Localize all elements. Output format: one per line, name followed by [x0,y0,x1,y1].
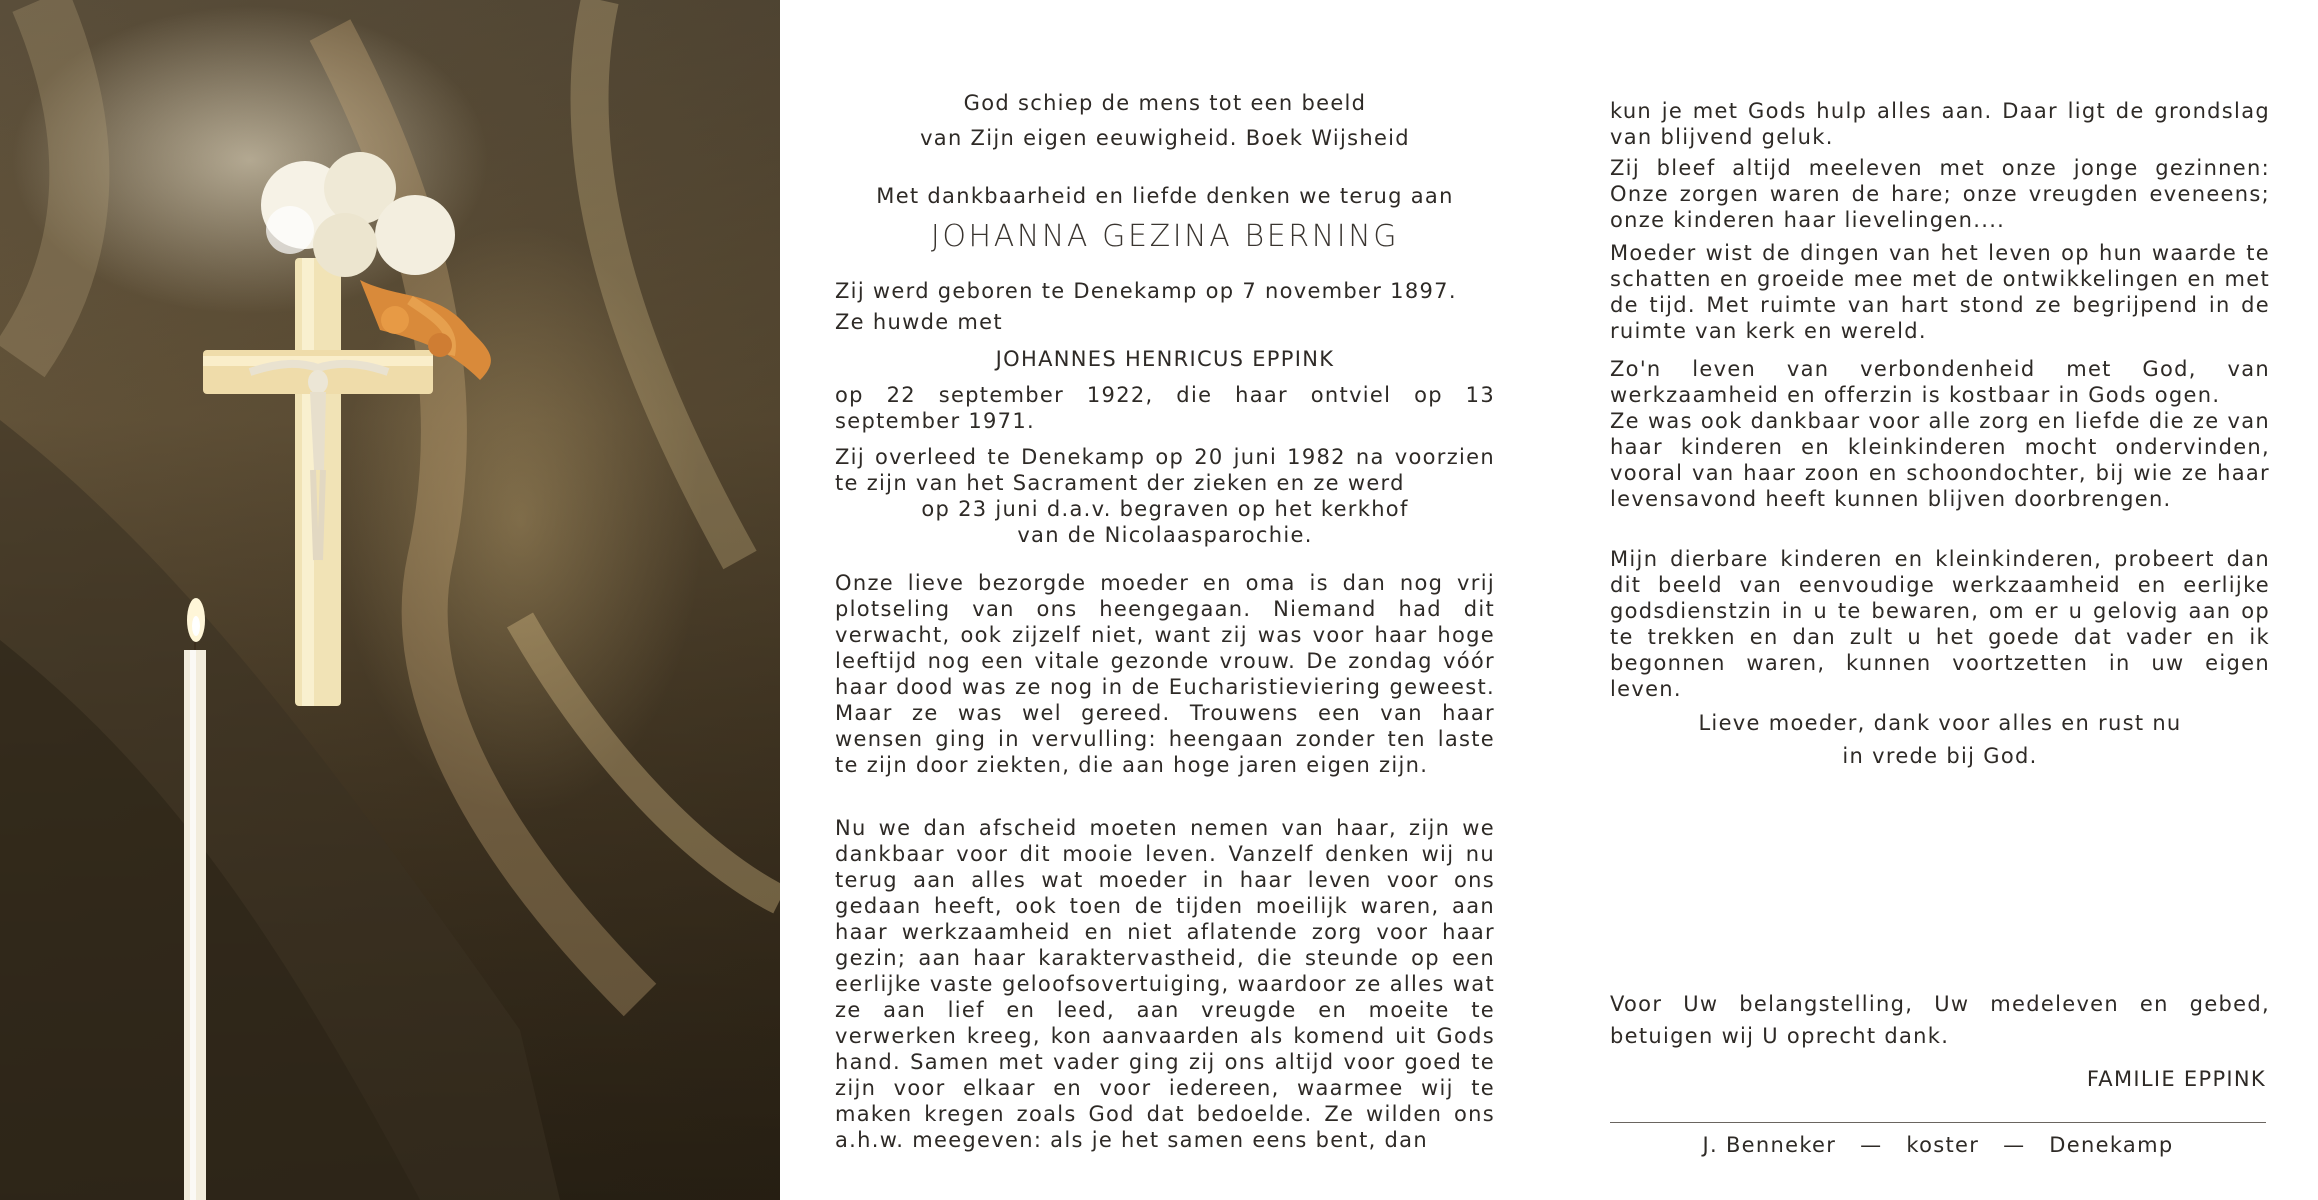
crucifix-candle-illustration [0,0,780,1200]
right-paragraph-4: Zo'n leven van verbondenheid met God, van werkzaamheid en offerzin is kostbaar in Gods ogen. [1610,357,2270,407]
memorial-paragraph-2: Nu we dan afscheid moeten nemen van haar, zijn we dankbaar voor dit mooie leven. Vanzelf denken wij nu terug aan alles wat moeder in haar leven voor ons gedaan heeft, ook toen de tijden moeilijk waren, aan haar werkzaamheid en niet aflatende zorg voor haar gezin; aan haar karaktervastheid, die steunde op een eerlijke vaste geloofsovertuiging, waardoor ze alles wat ze aan lief en leed, aan vreugde en moeite te verwerken kreeg, kon aanvaarden als komend uit Gods hand. Samen met vader ging zij ons altijd voor goed te zijn voor elkaar en voor iedereen, waarmee wij te maken kregen zoals God dat bedoelde. Ze wilden ons a.h.w. meegeven: als je het samen eens bent, dan [835,816,1495,1152]
death-line-c: van de Nicolaasparochie. [1017,523,1313,547]
printer-line: J. Benneker — koster — Denekamp [1702,1133,2174,1157]
intro-line: Met dankbaarheid en liefde denken we terug aan [876,184,1454,208]
candle-icon [184,598,206,1200]
verse-line-2: van Zijn eigen eeuwigheid. Boek Wijsheid [920,126,1410,150]
right-paragraph-1: kun je met Gods hulp alles aan. Daar ligt de grondslag van blijvend geluk. [1610,99,2270,149]
right-paragraph-2: Zij bleef altijd meeleven met onze jonge gezinnen: Onze zorgen waren de hare; onze vreugden eveneens; onze kinderen haar lievelingen.... [1610,156,2270,232]
thanks-paragraph: Voor Uw belangstelling, Uw medeleven en gebed, betuigen wij U oprecht dank. [1610,992,2270,1048]
family-signature: FAMILIE EPPINK [2086,1067,2266,1091]
closing-line-1: Lieve moeder, dank voor alles en rust nu [1698,711,2182,735]
husband-name: JOHANNES HENRICUS EPPINK [995,347,1335,371]
death-line-b: op 23 juni d.a.v. begraven op het kerkhof [921,497,1409,521]
divider [1610,1122,2266,1123]
wedding-line: op 22 september 1922, die haar ontviel op 13 september 1971. [835,383,1495,433]
birth-line: Zij werd geboren te Denekamp op 7 november 1897. [835,279,1457,303]
deceased-name: JOHANNA GEZINA BERNING [930,219,1400,254]
married-line: Ze huwde met [835,310,1003,334]
right-paragraph-3: Moeder wist de dingen van het leven op hun waarde te schatten en groeide mee met de ontwikkelingen en met de tijd. Met ruimte van hart stond ze begrijpend in de ruimte van kerk en wereld. [1610,241,2270,343]
memorial-paragraph-1: Onze lieve bezorgde moeder en oma is dan nog vrij plotseling van ons heengegaan. Niemand had dit verwacht, ook zijzelf niet, want zij was voor haar hoge leeftijd nog een vitale gezonde vrouw. De zondag vóór haar dood was ze nog in de Eucharistieviering geweest. Maar ze was wel gereed. Trouwens een van haar wensen ging in vervulling: heengaan zonder ten laste te zijn door ziekten, die aan hoge jaren eigen zijn. [835,571,1495,777]
right-paragraph-5: Ze was ook dankbaar voor alle zorg en liefde die ze van haar kinderen en kleinkinderen mocht ondervinden, vooral van haar zoon en schoondochter, bij wie ze haar levensavond heeft kunnen blijven doorbrengen. [1610,409,2270,511]
right-paragraph-6: Mijn dierbare kinderen en kleinkinderen, probeert dan dit beeld van eenvoudige werkzaamheid en eerlijke godsdienstzin in u te bewaren, om er u gelovig aan op te trekken en dan zult u het goede dat vader en ik begonnen waren, kunnen voortzetten in uw eigen leven. [1610,547,2270,701]
verse-line-1: God schiep de mens tot een beeld [963,91,1367,115]
memorial-photo [0,0,780,1200]
closing-line-2: in vrede bij God. [1842,744,2038,768]
death-line-a: Zij overleed te Denekamp op 20 juni 1982 na voorzien te zijn van het Sacrament der zieken en ze werd [835,445,1495,495]
